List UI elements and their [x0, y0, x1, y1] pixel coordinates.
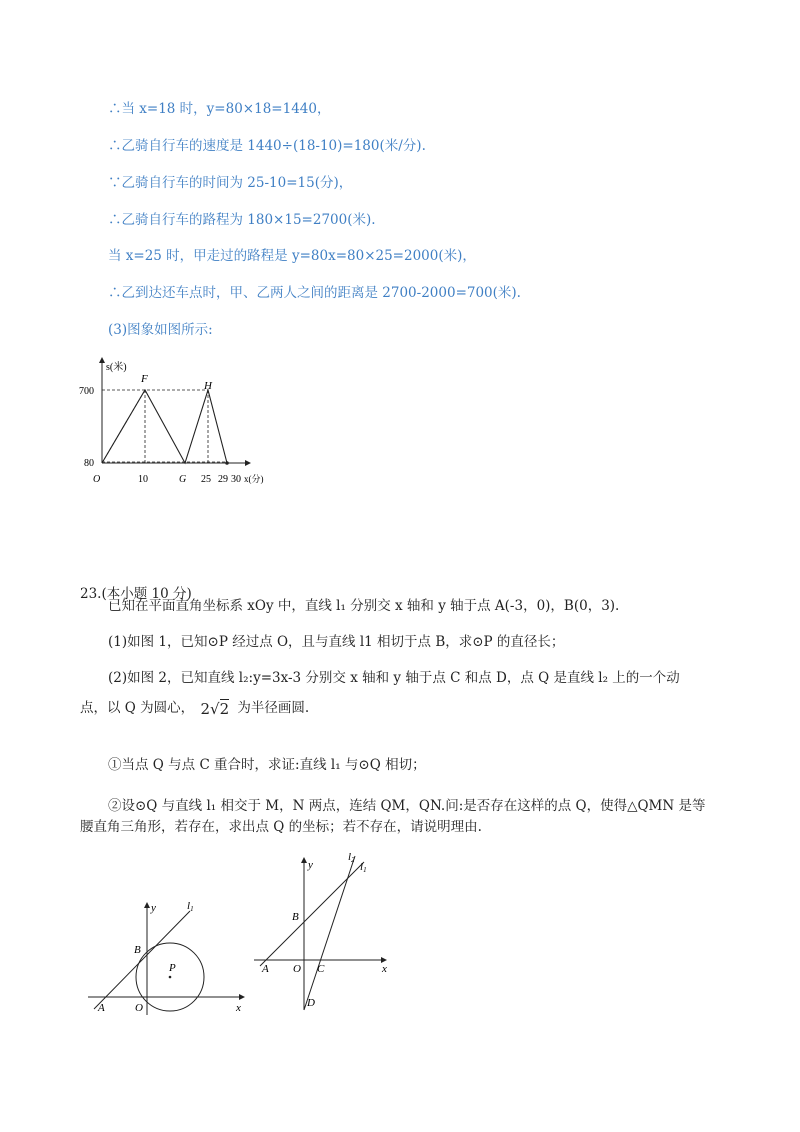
radius-radicand: 2: [219, 700, 230, 718]
solution-line-5: 当 x=25 时，甲走过的路程是 y=80x=80×25=2000(米)，: [108, 248, 476, 264]
graph1-origin: O: [93, 474, 101, 485]
fig2-line-l1: [260, 862, 364, 966]
problem-part2-line1: (2)如图 2，已知直线 l₂:y=3x-3 分别交 x 轴和 y 轴于点 C 和点 D，点 Q 是直线 l₂ 上的一个动: [108, 670, 680, 686]
fig2-point-o: O: [293, 963, 301, 975]
fig1-x-label: x: [236, 1002, 241, 1014]
solution-line-6: ∴乙到达还车点时，甲、乙两人之间的距离是 2700-2000=700(米).: [108, 285, 521, 301]
graph1-tick-10: 10: [138, 474, 148, 485]
graph1-tick-29: 29: [218, 474, 228, 485]
problem-sub1: ①当点 Q 与点 C 重合时，求证:直线 l₁ 与⊙Q 相切；: [108, 757, 426, 773]
solution-line-3: ∵乙骑自行车的时间为 25-10=15(分)，: [108, 175, 353, 191]
graph1-point-f: F: [141, 373, 148, 385]
fig1-center-p: [169, 976, 172, 979]
graph1-tick-g: G: [179, 474, 187, 485]
problem-part2-line2: [80, 699, 309, 718]
figure-1: [84, 895, 254, 1020]
part2-text-b: 为半径画圆.: [237, 700, 310, 716]
problem-header: 23.(本小题 10 分): [80, 586, 192, 602]
fig1-point-a: A: [98, 1002, 105, 1014]
graph1-tick-30: 30: [231, 474, 241, 485]
radius-expression: [200, 700, 229, 718]
problem-part1: (1)如图 1，已知⊙P 经过点 O，且与直线 l1 相切于点 B，求⊙P 的直径长；: [108, 634, 565, 650]
graph1-tick-700: 700: [79, 386, 94, 397]
fig1-point-b: B: [134, 944, 141, 956]
solution-line-7: (3)图象如图所示:: [108, 322, 213, 338]
fig2-y-label: y: [308, 859, 313, 871]
graph1-point-h: H: [204, 380, 212, 392]
fig1-point-o: O: [135, 1002, 143, 1014]
graph1-tick-80: 80: [84, 458, 94, 469]
fig2-l2-label: l2: [348, 851, 355, 864]
fig2-point-c: C: [317, 963, 325, 975]
graph1-endpoint: [225, 461, 229, 465]
part2-text-a: 点，以 Q 为圆心，: [80, 700, 195, 716]
fig2-point-d: D: [307, 997, 315, 1009]
problem-intro: 已知在平面直角坐标系 xOy 中，直线 l₁ 分别交 x 轴和 y 轴于点 A(-3，0)，B(0，3).: [108, 598, 620, 614]
solution-line-4: ∴乙骑自行车的路程为 180×15=2700(米).: [108, 212, 376, 228]
fig2-point-a: A: [262, 963, 269, 975]
fig2-l1-label: l1: [360, 861, 367, 874]
graph1-x-label: x(分): [244, 474, 264, 484]
graph1-y-label: s(米): [106, 362, 127, 373]
solution-line-1: ∴当 x=18 时，y=80×18=1440，: [108, 101, 331, 117]
fig1-y-label: y: [151, 902, 156, 914]
graph1-tick-25: 25: [201, 474, 211, 485]
distance-time-graph: [78, 352, 288, 492]
solution-line-2: ∴乙骑自行车的速度是 1440÷(18-10)=180(米/分).: [108, 138, 426, 154]
fig2-line-l2: [304, 856, 355, 1010]
fig2-x-label: x: [382, 963, 387, 975]
sqrt-symbol: √: [210, 700, 220, 718]
figure-2: [252, 848, 402, 1016]
fig1-line-l1: [94, 911, 190, 1009]
problem-sub2-line2: 腰直角三角形，若存在，求出点 Q 的坐标；若不存在，请说明理由.: [80, 819, 482, 835]
problem-sub2-line1: ②设⊙Q 与直线 l₁ 相交于 M，N 两点，连结 QM，QN.问:是否存在这样的点 Q，使得△QMN 是等: [108, 798, 706, 814]
fig1-point-p: P: [169, 962, 176, 974]
radius-coefficient: 2: [200, 700, 210, 718]
fig2-point-b: B: [292, 911, 299, 923]
fig1-l1-label: l1: [187, 900, 194, 913]
